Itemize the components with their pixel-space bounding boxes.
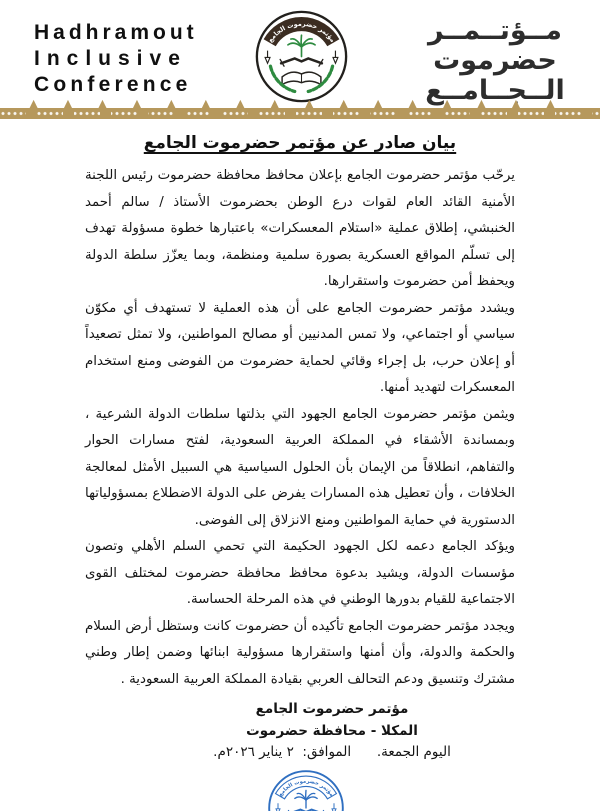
org-name-arabic-calligraphy: [420, 16, 570, 106]
signature-location: المكلا - محافظة حضرموت: [246, 722, 418, 739]
signature-date: اليوم الجمعة. الموافق: ٢ يناير ٢٠٢٦م.: [213, 744, 451, 760]
gold-border-band: [0, 108, 600, 119]
org-name-ar-line: حضرموت: [433, 45, 557, 76]
decorative-gold-border: [0, 98, 600, 119]
document-header: [0, 0, 600, 106]
statement-paragraph: ويجدد مؤتمر حضرموت الجامع تأكيده أن حضرموت كانت وستظل أرض السلام والحكمة والدولة، وأن أمنها واستقرارها مسؤولية ابنائها وضمن إطار وطني مشترك وتنسيق ودعم التحالف العربي بقيادة المملكة العربية السعودية .: [85, 618, 515, 687]
statement-paragraph: ويثمن مؤتمر حضرموت الجامع الجهود التي بذلتها سلطات الدولة الشرعية ، وبمساندة الأشقاء في المملكة العربية السعودية، لفتح مسارات الحوار والتفاهم، انطلاقاً من الإيمان بأن الحلول السياسية هي السبيل الأمثل لمعالجة الخلافات ، وأن تعطيل هذه المسارات يفرض على الدولة الاضطلاع بمسؤولياتها الدستورية في حماية المواطنين ومنع الانزلاق إلى الفوضى.: [85, 406, 515, 528]
blue-stamp-emblem-logo: [266, 768, 346, 811]
org-name-english: [34, 20, 198, 98]
statement-paragraph: ويؤكد الجامع دعمه لكل الجهود الحكيمة التي تحمي السلم الأهلي وتصون مؤسسات الدولة، ويشيد بدعوة محافظ محافظة حضرموت لمختلف القوى الاجتماعية للقيام بدورها الوطني في هذه المرحلة الحساسة.: [85, 539, 515, 607]
conference-emblem-logo: [253, 8, 350, 105]
org-name-en-line: Inclusive: [34, 47, 187, 70]
statement-paragraph: ويشدد مؤتمر حضرموت الجامع على أن هذه العملية لا تستهدف أي مكوّن سياسي أو اجتماعي، ولا تمس المدنيين أو مصالح المواطنين، ولا تمثل تصعيداً أو إعلان حرب، بل إجراء وقائي لحماية حضرموت من الفوضى ومنع استخدام المعسكرات لتهديد أمنها.: [85, 300, 515, 395]
signature-block: [32, 699, 600, 764]
signature-org: مؤتمر حضرموت الجامع: [255, 701, 409, 717]
gold-border-finials: ▲▲▲▲▲▲▲▲▲▲▲▲▲▲▲▲: [29, 98, 581, 108]
org-name-en-line: Conference: [34, 73, 192, 96]
statement-title: بيان صادر عن مؤتمر حضرموت الجامع: [143, 133, 457, 153]
org-name-en-line: Hadhramout: [34, 21, 198, 44]
statement-paragraph: يرحّب مؤتمر حضرموت الجامع بإعلان محافظ محافظة حضرموت رئيس اللجنة الأمنية القائد العام لقوات درع الوطن بحضرموت الأستاذ / سالم أحمد الخنبشي، إطلاق عملية «استلام المعسكرات» باعتبارها خطوة مسؤولة تهدف إلى تسلّم المواقع العسكرية بصورة سلمية ومنظمة، وبما يعزّز سلطة الدولة ويحفظ أمن حضرموت واستقرارها.: [85, 168, 515, 289]
statement-body: [0, 133, 600, 811]
statement-paragraphs: [0, 159, 600, 693]
org-name-ar-line: الــجــامــع: [425, 75, 565, 106]
org-name-ar-line: مــؤتــمــر: [427, 15, 563, 46]
